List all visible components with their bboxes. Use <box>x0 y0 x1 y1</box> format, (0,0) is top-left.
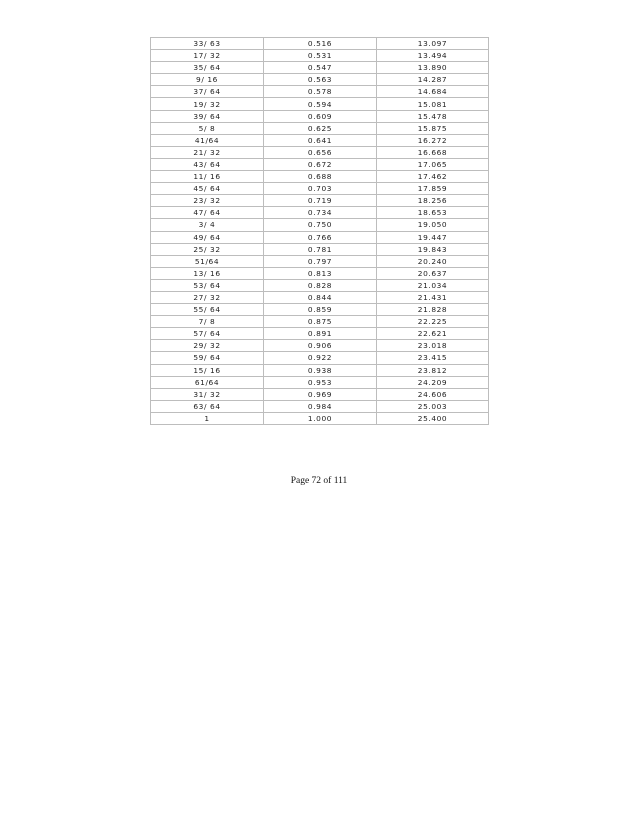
table-row <box>151 412 489 424</box>
fraction-cell: 37/ 64 <box>151 86 264 98</box>
decimal-inch-cell: 0.641 <box>264 134 377 146</box>
decimal-inch-cell: 0.859 <box>264 304 377 316</box>
decimal-inch-cell: 0.781 <box>264 243 377 255</box>
fraction-cell: 57/ 64 <box>151 328 264 340</box>
decimal-inch-cell: 0.828 <box>264 279 377 291</box>
fraction-cell: 1 <box>151 412 264 424</box>
table-row <box>151 74 489 86</box>
decimal-inch-cell: 0.734 <box>264 207 377 219</box>
table-row <box>151 255 489 267</box>
table-row <box>151 195 489 207</box>
millimeter-cell: 14.287 <box>377 74 489 86</box>
decimal-inch-cell: 0.594 <box>264 98 377 110</box>
decimal-inch-cell: 0.516 <box>264 38 377 50</box>
millimeter-cell: 22.225 <box>377 316 489 328</box>
fraction-cell: 21/ 32 <box>151 146 264 158</box>
fraction-cell: 29/ 32 <box>151 340 264 352</box>
table-row <box>151 110 489 122</box>
fraction-cell: 59/ 64 <box>151 352 264 364</box>
table-row <box>151 171 489 183</box>
fraction-cell: 63/ 64 <box>151 400 264 412</box>
decimal-inch-cell: 0.875 <box>264 316 377 328</box>
table-row <box>151 207 489 219</box>
decimal-inch-cell: 0.625 <box>264 122 377 134</box>
decimal-inch-cell: 0.703 <box>264 183 377 195</box>
decimal-inch-cell: 0.906 <box>264 340 377 352</box>
millimeter-cell: 15.081 <box>377 98 489 110</box>
decimal-inch-cell: 0.672 <box>264 158 377 170</box>
millimeter-cell: 13.097 <box>377 38 489 50</box>
millimeter-cell: 14.684 <box>377 86 489 98</box>
table-row <box>151 340 489 352</box>
table-row <box>151 38 489 50</box>
millimeter-cell: 25.003 <box>377 400 489 412</box>
decimal-inch-cell: 0.656 <box>264 146 377 158</box>
decimal-inch-cell: 0.797 <box>264 255 377 267</box>
millimeter-cell: 24.606 <box>377 388 489 400</box>
table-row <box>151 146 489 158</box>
millimeter-cell: 16.272 <box>377 134 489 146</box>
conversion-table-body <box>151 38 489 425</box>
millimeter-cell: 13.890 <box>377 62 489 74</box>
table-row <box>151 231 489 243</box>
table-row <box>151 267 489 279</box>
table-row <box>151 328 489 340</box>
decimal-inch-cell: 0.531 <box>264 50 377 62</box>
fraction-cell: 55/ 64 <box>151 304 264 316</box>
fraction-cell: 25/ 32 <box>151 243 264 255</box>
table-row <box>151 304 489 316</box>
table-row <box>151 243 489 255</box>
fraction-cell: 51/64 <box>151 255 264 267</box>
fraction-cell: 13/ 16 <box>151 267 264 279</box>
decimal-inch-cell: 0.609 <box>264 110 377 122</box>
fraction-cell: 47/ 64 <box>151 207 264 219</box>
fraction-cell: 45/ 64 <box>151 183 264 195</box>
table-row <box>151 122 489 134</box>
decimal-inch-cell: 0.563 <box>264 74 377 86</box>
table-row <box>151 134 489 146</box>
millimeter-cell: 21.828 <box>377 304 489 316</box>
fraction-cell: 31/ 32 <box>151 388 264 400</box>
fraction-cell: 19/ 32 <box>151 98 264 110</box>
fraction-cell: 17/ 32 <box>151 50 264 62</box>
table-row <box>151 183 489 195</box>
table-row <box>151 50 489 62</box>
millimeter-cell: 15.875 <box>377 122 489 134</box>
table-row <box>151 376 489 388</box>
millimeter-cell: 23.415 <box>377 352 489 364</box>
fraction-cell: 23/ 32 <box>151 195 264 207</box>
table-row <box>151 158 489 170</box>
table-row <box>151 316 489 328</box>
fraction-cell: 35/ 64 <box>151 62 264 74</box>
table-row <box>151 219 489 231</box>
fraction-cell: 53/ 64 <box>151 279 264 291</box>
millimeter-cell: 18.256 <box>377 195 489 207</box>
millimeter-cell: 24.209 <box>377 376 489 388</box>
fraction-cell: 5/ 8 <box>151 122 264 134</box>
fraction-cell: 33/ 63 <box>151 38 264 50</box>
decimal-inch-cell: 0.750 <box>264 219 377 231</box>
table-row <box>151 388 489 400</box>
decimal-inch-cell: 0.766 <box>264 231 377 243</box>
decimal-inch-cell: 0.844 <box>264 291 377 303</box>
decimal-inch-cell: 0.938 <box>264 364 377 376</box>
millimeter-cell: 15.478 <box>377 110 489 122</box>
page-number: Page 72 of 111 <box>290 476 348 486</box>
millimeter-cell: 21.034 <box>377 279 489 291</box>
fraction-cell: 43/ 64 <box>151 158 264 170</box>
decimal-inch-cell: 0.813 <box>264 267 377 279</box>
decimal-inch-cell: 0.953 <box>264 376 377 388</box>
table-row <box>151 62 489 74</box>
millimeter-cell: 21.431 <box>377 291 489 303</box>
fraction-cell: 7/ 8 <box>151 316 264 328</box>
fraction-cell: 9/ 16 <box>151 74 264 86</box>
fraction-cell: 39/ 64 <box>151 110 264 122</box>
decimal-inch-cell: 0.547 <box>264 62 377 74</box>
fraction-cell: 15/ 16 <box>151 364 264 376</box>
conversion-table <box>150 37 489 425</box>
decimal-inch-cell: 0.969 <box>264 388 377 400</box>
millimeter-cell: 19.447 <box>377 231 489 243</box>
decimal-inch-cell: 0.984 <box>264 400 377 412</box>
table-row <box>151 98 489 110</box>
decimal-inch-cell: 0.688 <box>264 171 377 183</box>
table-row <box>151 291 489 303</box>
table-row <box>151 352 489 364</box>
millimeter-cell: 18.653 <box>377 207 489 219</box>
decimal-inch-cell: 1.000 <box>264 412 377 424</box>
millimeter-cell: 19.843 <box>377 243 489 255</box>
millimeter-cell: 25.400 <box>377 412 489 424</box>
millimeter-cell: 17.462 <box>377 171 489 183</box>
fraction-cell: 11/ 16 <box>151 171 264 183</box>
millimeter-cell: 17.065 <box>377 158 489 170</box>
table-row <box>151 86 489 98</box>
fraction-cell: 61/64 <box>151 376 264 388</box>
table-row <box>151 400 489 412</box>
millimeter-cell: 23.812 <box>377 364 489 376</box>
table-row <box>151 364 489 376</box>
decimal-inch-cell: 0.922 <box>264 352 377 364</box>
decimal-inch-cell: 0.891 <box>264 328 377 340</box>
fraction-cell: 27/ 32 <box>151 291 264 303</box>
millimeter-cell: 22.621 <box>377 328 489 340</box>
millimeter-cell: 13.494 <box>377 50 489 62</box>
millimeter-cell: 23.018 <box>377 340 489 352</box>
millimeter-cell: 20.240 <box>377 255 489 267</box>
table-row <box>151 279 489 291</box>
millimeter-cell: 19.050 <box>377 219 489 231</box>
millimeter-cell: 17.859 <box>377 183 489 195</box>
fraction-cell: 3/ 4 <box>151 219 264 231</box>
millimeter-cell: 16.668 <box>377 146 489 158</box>
millimeter-cell: 20.637 <box>377 267 489 279</box>
fraction-cell: 49/ 64 <box>151 231 264 243</box>
decimal-inch-cell: 0.719 <box>264 195 377 207</box>
decimal-inch-cell: 0.578 <box>264 86 377 98</box>
fraction-cell: 41/64 <box>151 134 264 146</box>
